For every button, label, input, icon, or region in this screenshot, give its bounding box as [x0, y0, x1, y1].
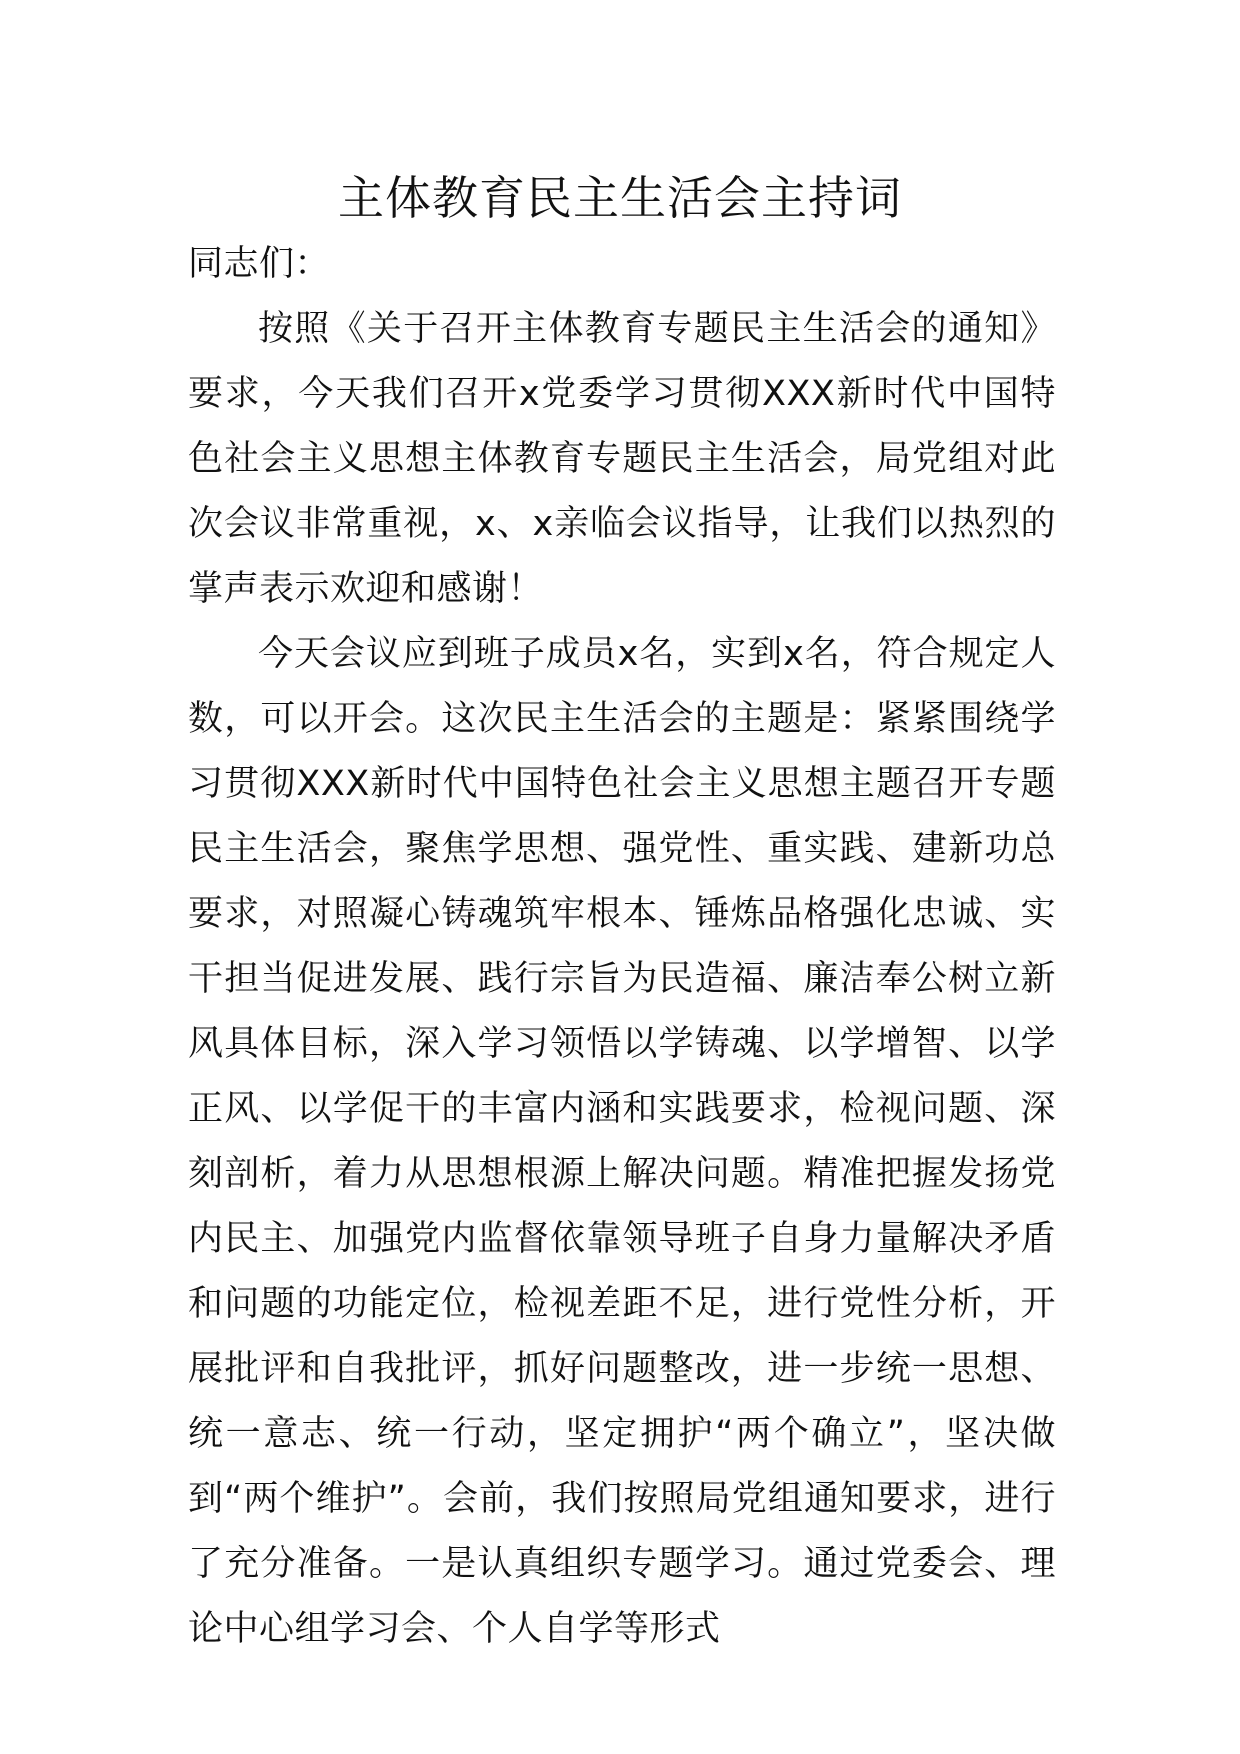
salutation: 同志们： [188, 244, 331, 284]
paragraph-1: 按照《关于召开主体教育专题民主生活会的通知》要求，今天我们召开x党委学习贯彻XXX新时代中国特色社会主义思想主体教育专题民主生活会，局党组对此次会议非常重视，x、x亲临会议指导，让我们以热烈的掌声表示欢迎和感谢！ [188, 309, 1056, 609]
document-title: 主体教育民主生活会主持词 [338, 171, 902, 225]
document-body [188, 232, 1056, 1662]
paragraph-2: 今天会议应到班子成员x名，实到x名，符合规定人数，可以开会。这次民主生活会的主题是：紧紧围绕学习贯彻XXX新时代中国特色社会主义思想主题召开专题民主生活会，聚焦学思想、强党性、重实践、建新功总要求，对照凝心铸魂筑牢根本、锤炼品格强化忠诚、实干担当促进发展、践行宗旨为民造福、廉洁奉公树立新风具体目标，深入学习领悟以学铸魂、以学增智、以学正风、以学促干的丰富内涵和实践要求，检视问题、深刻剖析，着力从思想根源上解决问题。精准把握发扬党内民主、加强党内监督依靠领导班子自身力量解决矛盾和问题的功能定位，检视差距不足，进行党性分析，开展批评和自我批评，抓好问题整改，进一步统一思想、统一意志、统一行动，坚定拥护“两个确立”，坚决做到“两个维护”。会前，我们按照局党组通知要求，进行了充分准备。一是认真组织专题学习。通过党委会、理论中心组学习会、个人自学等形式 [188, 634, 1056, 1649]
